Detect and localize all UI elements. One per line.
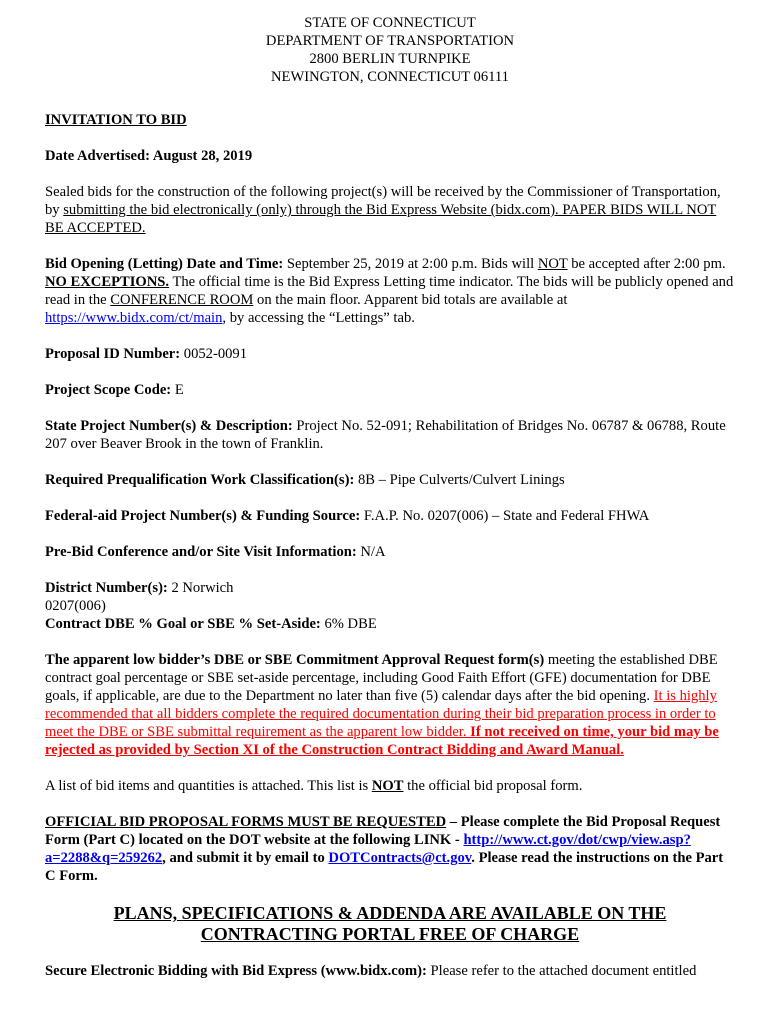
prequalification <box>45 471 735 489</box>
district-block <box>45 579 735 633</box>
secure-text: Please refer to the attached document entitled <box>426 963 697 979</box>
header-city: NEWINGTON, CONNECTICUT 06111 <box>271 69 509 85</box>
plans-title <box>45 903 735 945</box>
dbe-para-red-bold: If not received on time, your bid may be rejected as provided by Section XI of the Construction Contract Bidding and Award Manual. <box>45 724 719 758</box>
header-street: 2800 BERLIN TURNPIKE <box>309 51 471 67</box>
proposal-id-value: 0052-0091 <box>180 346 248 362</box>
dbe-goal-label: Contract DBE % Goal or SBE % Set-Aside: <box>45 616 321 632</box>
document-page <box>45 14 735 980</box>
conference-room: CONFERENCE ROOM <box>110 292 254 308</box>
scope-code <box>45 381 735 399</box>
dbe-paragraph <box>45 651 735 759</box>
bid-opening-not: NOT <box>537 256 568 272</box>
header-department: DEPARTMENT OF TRANSPORTATION <box>265 33 515 49</box>
document-title: INVITATION TO BID <box>45 112 187 128</box>
dbe-para-red-text: It is highly recommended that all bidders complete the required documentation during their bid preparation process in order to meet the DBE or SBE submittal requirement as the apparent low bidder. <box>45 688 717 740</box>
official-text-3: . Please read the instructions on the Part C Form. <box>45 850 724 884</box>
scope-code-value: E <box>171 382 184 398</box>
no-exceptions: NO EXCEPTIONS. <box>45 274 170 290</box>
prequal-label: Required Prequalification Work Classification(s): <box>45 472 355 488</box>
official-forms-paragraph <box>45 813 735 885</box>
date-advertised: Date Advertised: August 28, 2019 <box>45 148 253 164</box>
dbe-goal <box>45 615 735 633</box>
state-project-label: State Project Number(s) & Description: <box>45 418 293 434</box>
dbe-para-label: The apparent low bidder’s DBE or SBE Commitment Approval Request form(s) <box>45 652 545 668</box>
secure-label: Secure Electronic Bidding with Bid Express (www.bidx.com): <box>45 963 427 979</box>
bid-opening-text-1: September 25, 2019 at 2:00 p.m. Bids will <box>283 256 538 272</box>
dot-contracts-email[interactable]: DOTContracts@ct.gov <box>328 850 472 866</box>
prebid-label: Pre-Bid Conference and/or Site Visit Information: <box>45 544 357 560</box>
sealed-underlined: submitting the bid electronically (only) through the Bid Express Website (bidx.com). PAPER BIDS WILL NOT BE ACCEPTED. <box>45 202 717 236</box>
bid-items-text-1: A list of bid items and quantities is attached. This list is <box>45 778 372 794</box>
bid-opening-text-3: The official time is the Bid Express Letting time indicator. The bids will be publicly opened and read in the <box>45 274 734 308</box>
official-text-2: , and submit it by email to <box>162 850 329 866</box>
official-heading: OFFICIAL BID PROPOSAL FORMS MUST BE REQUESTED <box>45 814 447 830</box>
plans-title-line-2: CONTRACTING PORTAL FREE OF CHARGE <box>200 924 580 944</box>
bid-opening-text-2: be accepted after 2:00 pm. <box>567 256 726 272</box>
bid-opening-paragraph <box>45 255 735 327</box>
district-value: 2 Norwich <box>167 580 234 596</box>
dbe-goal-value: 6% DBE <box>320 616 377 632</box>
state-project-value: Project No. 52-091; Rehabilitation of Bridges No. 06787 & 06788, Route 207 over Beaver Brook in the town of Franklin. <box>45 418 726 452</box>
sealed-bids-paragraph <box>45 183 735 237</box>
bid-items-not: NOT <box>371 778 404 794</box>
bid-opening-text-4: on the main floor. Apparent bid totals are available at <box>253 292 568 308</box>
bid-opening-text-5: , by accessing the “Lettings” tab. <box>222 310 415 326</box>
official-text-1: – Please complete the Bid Proposal Request Form (Part C) located on the DOT website at the following LINK - <box>45 814 721 848</box>
dbe-para-text: meeting the established DBE contract goal percentage or SBE set-aside percentage, including Good Faith Effort (GFE) documentation for DBE goals, if applicable, are due to the Department no later than five (5) calendar days after the bid opening. <box>45 652 718 704</box>
proposal-id-label: Proposal ID Number: <box>45 346 181 362</box>
district-number <box>45 579 735 597</box>
prequal-value: 8B – Pipe Culverts/Culvert Linings <box>354 472 565 488</box>
federal-aid <box>45 507 735 525</box>
state-project <box>45 417 735 453</box>
federal-aid-value: F.A.P. No. 0207(006) – State and Federal FHWA <box>360 508 650 524</box>
sealed-text: Sealed bids for the construction of the following project(s) will be received by the Commissioner of Transportation, by <box>45 184 721 218</box>
federal-aid-label: Federal-aid Project Number(s) & Funding Source: <box>45 508 361 524</box>
header-state: STATE OF CONNECTICUT <box>304 15 476 31</box>
bidx-lettings-link[interactable]: https://www.bidx.com/ct/main <box>45 310 223 326</box>
part-c-link[interactable]: http://www.ct.gov/dot/cwp/view.asp?a=2288&q=259262 <box>45 832 691 866</box>
prebid-value: N/A <box>356 544 386 560</box>
scope-code-label: Project Scope Code: <box>45 382 172 398</box>
bid-opening-label: Bid Opening (Letting) Date and Time: <box>45 256 284 272</box>
proposal-id <box>45 345 735 363</box>
bid-items-paragraph <box>45 777 735 795</box>
prebid-conference <box>45 543 735 561</box>
district-label: District Number(s): <box>45 580 168 596</box>
plans-title-line-1: PLANS, SPECIFICATIONS & ADDENDA ARE AVAILABLE ON THE <box>113 903 667 923</box>
district-extra: 0207(006) <box>45 598 106 614</box>
bid-items-text-2: the official bid proposal form. <box>403 778 583 794</box>
secure-bidding-paragraph <box>45 962 735 980</box>
agency-header <box>45 14 735 86</box>
